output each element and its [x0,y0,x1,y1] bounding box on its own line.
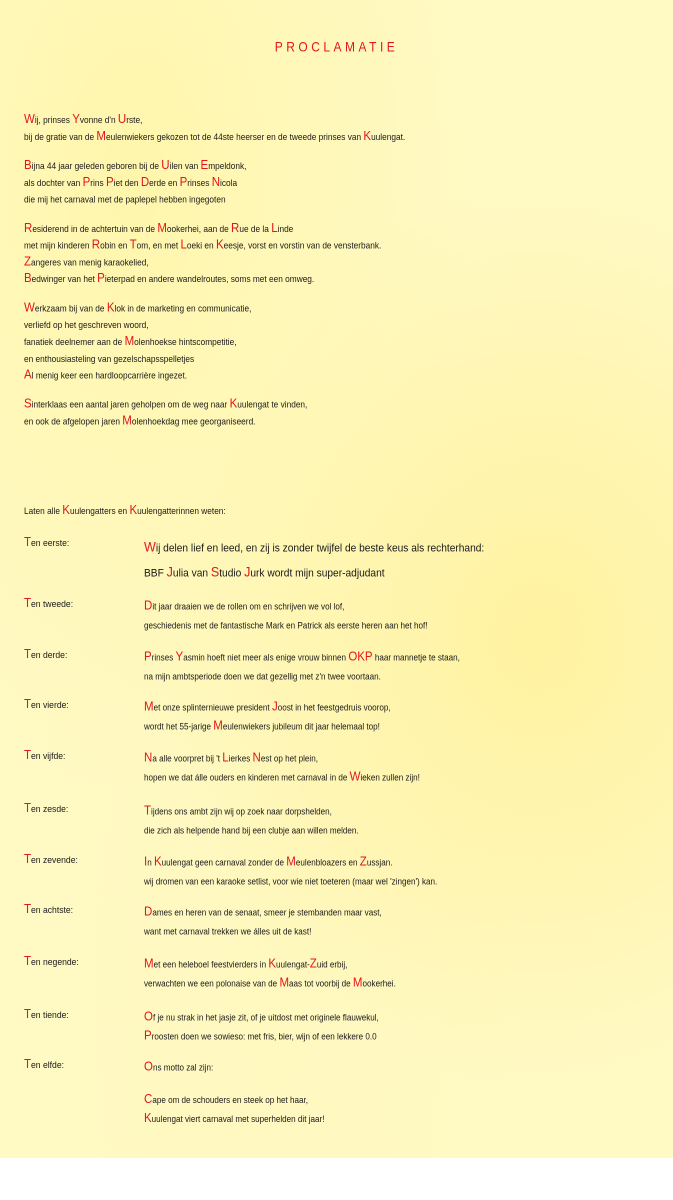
intro-line: met mijn kinderen Robin en Tom, en met Loeki en Keesje, vorst en vorstin van de vensterbank. [24,238,382,252]
item-line: na mijn ambtsperiode doen we dat gezellig met z'n twee voortaan. [144,671,381,682]
initial-letter: Z [359,855,367,869]
initial-letter: K [268,957,277,971]
laten-text: Laten alle Kuulengatters en Kuulengatterinnen weten: [24,504,226,518]
item-label [24,536,69,549]
item-label-text: Ten tiende: [24,1008,69,1022]
initial-letter: R [231,221,240,236]
intro-line: die mij het carnaval met de paplepel hebben ingegoten [24,193,226,205]
item-label-text: Ten zevende: [24,853,78,867]
initial-letter: T [129,238,137,252]
initial-letter: R [24,221,33,236]
initial-letter: S [210,564,220,580]
item-body [144,1058,654,1129]
item-line: Prinses Yasmin hoeft niet meer als enige vrouw binnen OKP haar mannetje te staan, [144,650,460,664]
initial-letter: R [91,238,101,252]
initial-letter: D [144,905,153,919]
initial-letter: T [24,955,32,969]
initial-letter: P [179,175,188,190]
item-line: wordt het 55-jarige Meulenwiekers jubileum dit jaar helemaal top! [144,719,380,733]
item-label-text: Ten eerste: [24,536,70,550]
initial-letter: Z [309,957,317,971]
initial-letter: M [124,334,135,349]
initial-letter: M [144,957,154,971]
item-body [144,536,654,585]
initial-letter: C [144,1092,153,1107]
item-label [24,597,73,610]
intro-line: Al menig keer een hardloopcarrière ingezet. [24,368,188,382]
initial-letter: T [24,648,32,662]
intro-line: Sinterklaas een aantal jaren geholpen om de weg naar Kuulengat te vinden, [24,397,308,412]
intro-paragraph [24,158,654,208]
item-label-text: Ten achtste: [24,903,74,917]
page-title: PROCLAMATIE [274,38,399,56]
initial-letter: L [180,238,187,252]
intro-line: en enthousiasteling van gezelschapsspelletjes [24,352,195,364]
item-label [24,1008,69,1021]
item-line: BBF Julia van Studio Jurk wordt mijn super-adjudant [144,564,385,580]
item-line: Proosten doen we sowieso: met fris, bier, wijn of een lekkere 0.0 [144,1029,377,1043]
initial-letter: K [215,238,224,252]
initial-letter: W [24,301,35,315]
initial-letter: J [244,564,251,580]
initial-letter: M [122,414,132,428]
initial-letter: E [200,159,209,173]
initial-letter: K [106,301,115,315]
intro-line: Residerend in de achtertuin van de Mookerhei, aan de Rue de la Linde [24,221,294,236]
initial-letter: L [271,221,278,236]
initial-letter: U [117,113,127,127]
initial-letter: J [271,700,278,714]
item-line: Dit jaar draaien we de rollen om en schrijven we vol lof, [144,599,345,613]
initial-letter: W [24,113,35,127]
initial-letter: T [24,1008,32,1022]
initial-letter: Y [175,650,184,664]
initial-letter: U [161,159,170,173]
initial-letter: T [24,853,32,867]
initial-letter: B [24,272,32,286]
item-line: Of je nu strak in het jasje zit, of je uitdost met originele flauwekul, [144,1010,379,1024]
item-label [24,903,73,916]
item-label-text: Ten zesde: [24,802,69,816]
initial-letter: N [211,175,221,190]
initial-letter: P [144,1029,152,1043]
initial-letter: D [140,175,150,190]
initial-letter: M [213,719,223,733]
item-label-text: Ten vierde: [24,698,69,712]
item-line: Ons motto zal zijn: [144,1060,214,1074]
initial-letter: T [24,1058,32,1072]
intro-paragraph [24,300,654,384]
intro-line: Bijna 44 jaar geleden geboren bij de Uilen van Empeldonk, [24,159,247,173]
initial-letter: P [82,175,91,190]
item-body [144,597,654,635]
initial-letter: K [144,1111,152,1126]
item-label [24,853,78,866]
motto [144,1090,654,1128]
initial-letter: M [279,976,290,990]
item-line: verwachten we een polonaise van de Maas tot voorbij de Mookerhei. [144,976,396,990]
intro-paragraph [24,112,654,146]
item-label-text: Ten negende: [24,955,79,969]
initial-letter: T [24,749,32,763]
item-label-text: Ten tweede: [24,597,74,611]
initial-letter: S [24,397,32,412]
initial-letter: Z [24,255,32,269]
initial-letter: P [97,272,105,286]
initial-letter: T [24,802,32,816]
intro-section [24,112,654,442]
initial-letter: T [24,536,32,550]
item-line: Na alle voorpret bij 't Lierkes Nest op het plein, [144,751,318,765]
intro-line: en ook de afgelopen jaren Molenhoekdag mee georganiseerd. [24,414,256,428]
initial-letter: J [166,564,173,580]
item-label [24,802,68,815]
intro-line: verliefd op het geschreven woord, [24,319,149,331]
initial-letter: L [222,751,229,765]
initial-letter: M [96,129,107,144]
item-line: wij dromen van een karaoke setlist, voor wie niet toeteren (maar wel 'zingen') kan. [144,876,438,887]
initial-letter: K [62,504,70,518]
item-label-text: Ten elfde: [24,1058,65,1072]
item-body [144,802,654,840]
initial-letter: T [24,597,32,611]
intro-paragraph [24,221,654,288]
item-line: Tijdens ons ambt zijn wij op zoek naar dorpshelden, [144,804,332,818]
initial-letter: T [24,698,32,712]
item-body [144,648,654,686]
intro-line: Wij, prinses Yvonne d'n Urste, [24,113,143,127]
item-body [144,853,654,891]
item-line: die zich als helpende hand bij een clubje aan willen melden. [144,825,359,836]
item-body [144,955,654,993]
initial-letter: M [352,976,363,990]
initial-letter: K [363,129,372,144]
item-label [24,955,79,968]
initial-letter: D [144,599,153,613]
item-line: Dames en heren van de senaat, smeer je stembanden maar vast, [144,905,382,919]
item-label [24,648,67,661]
intro-line: als dochter van Prins Piet den Derde en Prinses Nicola [24,175,238,190]
intro-line: Bedwinger van het Pieterpad en andere wandelroutes, soms met een omweg. [24,272,315,286]
initial-letter: A [24,368,32,382]
item-body [144,1008,654,1046]
item-line: hopen we dat álle ouders en kinderen met carnaval in de Wieken zullen zijn! [144,770,420,784]
item-label-text: Ten vijfde: [24,749,66,763]
item-label-text: Ten derde: [24,648,68,662]
item-body [144,903,654,941]
initial-letter: M [286,855,296,869]
initial-letter: O [144,1060,153,1074]
initial-letter: P [105,175,114,190]
initial-letter: Y [72,113,80,127]
laten-line [24,504,226,517]
item-line: Met onze splinternieuwe president Joost in het feestgedruis voorop, [144,700,391,714]
item-line: Met een heleboel feestvierders in Kuulengat-Zuid erbij, [144,957,348,971]
item-line: geschiedenis met de fantastische Mark en Patrick als eerste heren aan het hof! [144,620,428,631]
initial-letter: T [24,903,32,917]
item-body [144,698,654,736]
initial-letter: M [157,221,167,236]
initial-letter: W [144,539,156,556]
initial-letter: N [252,751,261,765]
initial-letter: N [144,751,153,765]
initial-letter: B [24,159,32,173]
intro-paragraph [24,396,654,430]
motto-line: Cape om de schouders en steek op het haar, [144,1092,308,1107]
item-label [24,1058,64,1071]
item-label [24,749,65,762]
item-body [144,749,654,787]
initial-letter: K [153,855,162,869]
initial-letter: O [144,1010,153,1024]
item-line: want met carnaval trekken we álles uit de kast! [144,926,312,937]
motto-line: Kuulengat viert carnaval met superhelden dit jaar! [144,1111,325,1126]
initial-letter: OKP [348,650,373,664]
item-line: Wij delen lief en leed, en zij is zonder twijfel de beste keus als rechterhand: [144,539,485,556]
initial-letter: M [144,700,154,714]
intro-line: Werkzaam bij van de Klok in de marketing en communicatie, [24,301,252,315]
intro-line: fanatiek deelnemer aan de Molenhoekse hintscompetitie, [24,334,237,349]
intro-line: bij de gratie van de Meulenwiekers gekozen tot de 44ste heerser en de tweede prinses van Kuulengat. [24,129,406,144]
initial-letter: K [129,504,138,518]
item-label [24,698,69,711]
initial-letter: P [144,650,152,664]
initial-letter: T [144,804,152,818]
initial-letter: I [144,855,148,869]
intro-line: Zangeres van menig karaokelied, [24,255,149,269]
item-line: In Kuulengat geen carnaval zonder de Meulenbloazers en Zussjan. [144,855,393,869]
initial-letter: W [349,770,361,784]
initial-letter: K [229,397,238,412]
